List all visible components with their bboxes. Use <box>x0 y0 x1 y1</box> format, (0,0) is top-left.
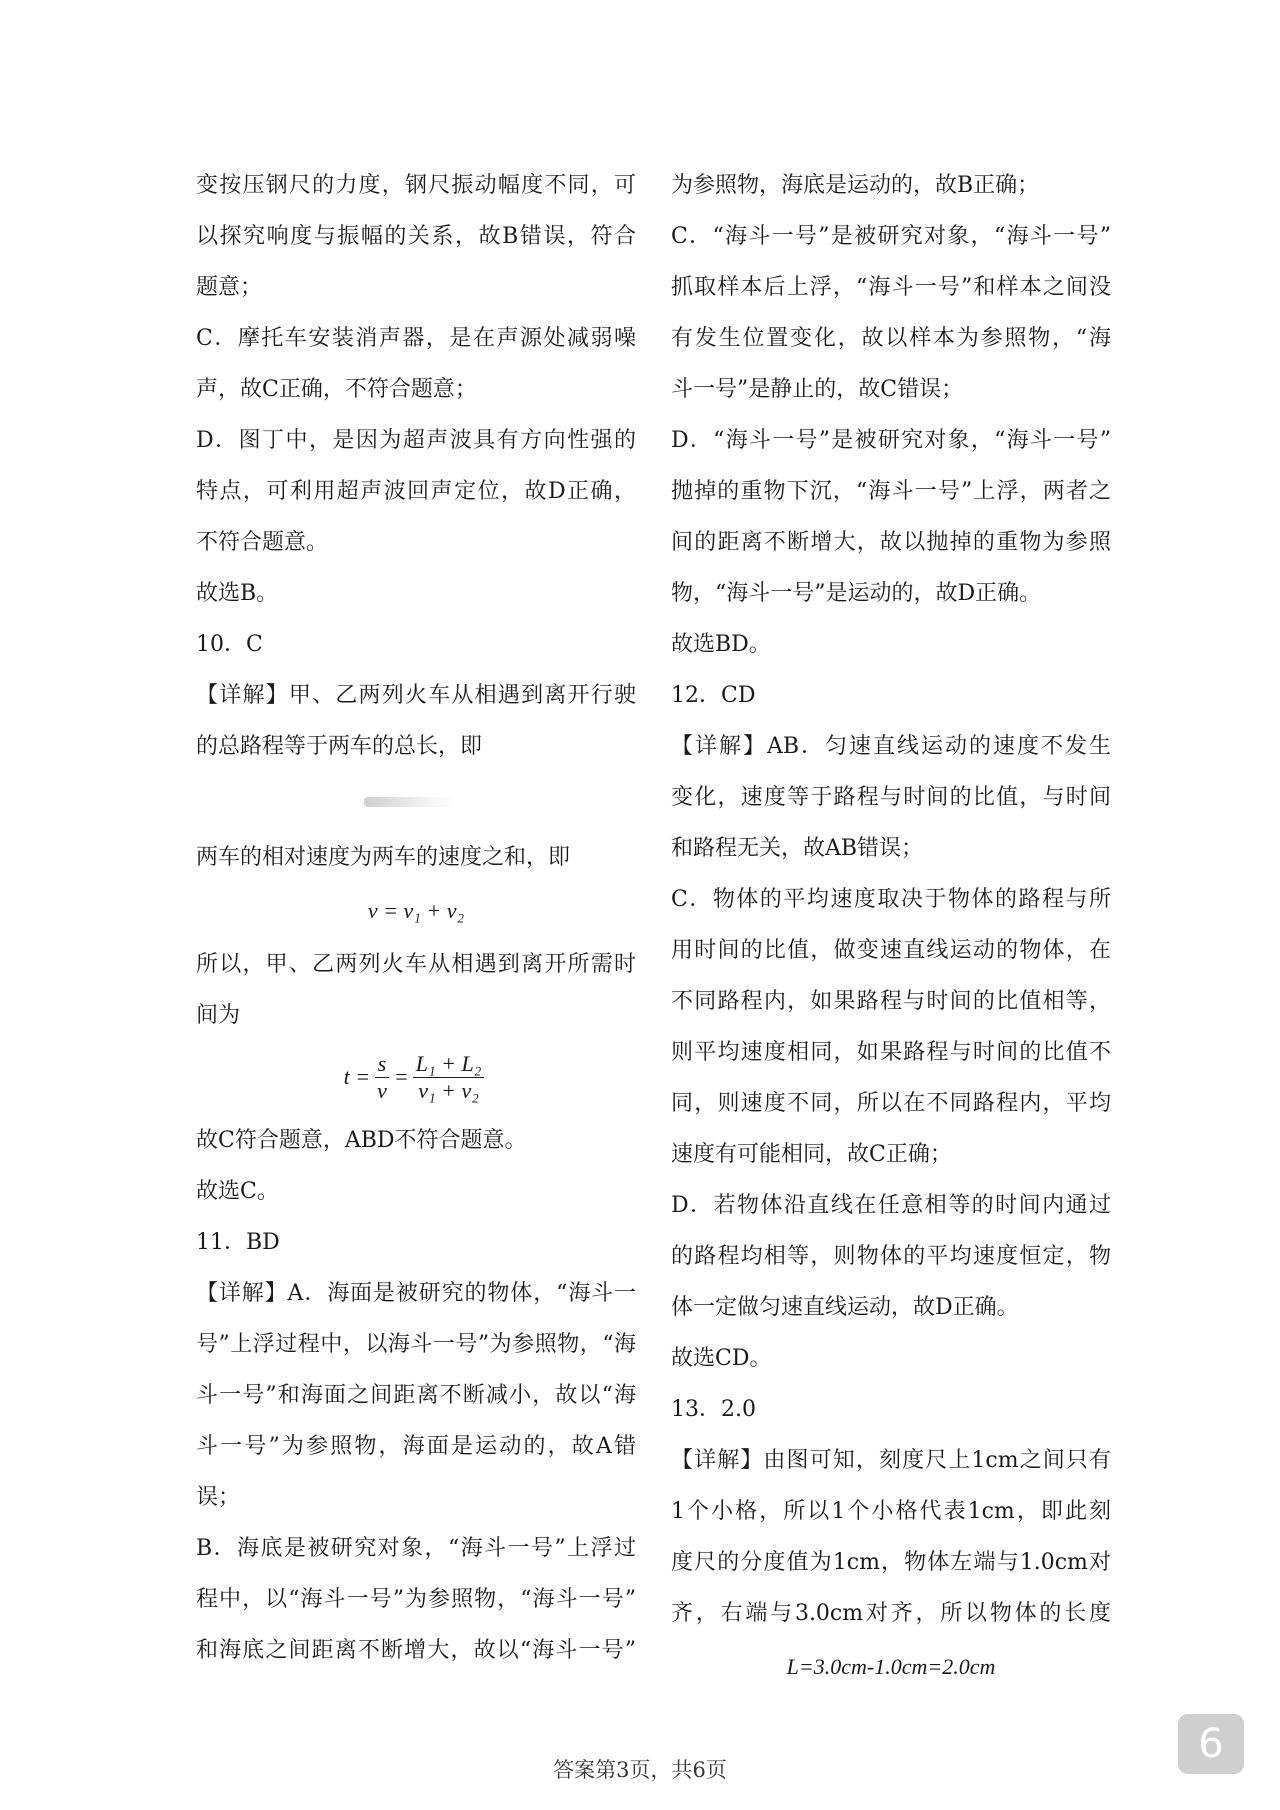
text-line: 抛掉的重物下沉，“海斗一号”上浮，两者之 <box>671 479 1111 504</box>
text-line: 1个小格，所以1个小格代表1cm，即此刻 <box>671 1499 1111 1524</box>
equation-length: L=3.0cm-1.0cm=2.0cm <box>786 1654 996 1679</box>
text-line: 故C符合题意，ABD不符合题意。 <box>196 1128 527 1153</box>
text-line: 有发生位置变化，故以样本为参照物，“海 <box>671 326 1111 351</box>
fraction-numerator: L₁ + L₂ <box>413 1051 485 1078</box>
text-line: 不符合题意。 <box>196 530 329 555</box>
fraction-s-over-v <box>374 1051 390 1104</box>
text-line: 斗一号”为参照物，海面是运动的，故A错 <box>196 1434 636 1459</box>
left-column <box>196 160 636 1676</box>
eq-lhs: t = <box>343 1064 371 1089</box>
fraction-denominator: v <box>377 1077 387 1103</box>
equation-smudge <box>364 797 456 807</box>
fraction-numerator: s <box>375 1051 390 1078</box>
text-line: 变按压钢尺的力度，钢尺振动幅度不同，可 <box>196 173 636 198</box>
text-line: 【详解】由图可知，刻度尺上1cm之间只有 <box>671 1448 1111 1473</box>
text-line: 故选B。 <box>196 581 279 606</box>
text-line: 故选C。 <box>196 1179 279 1204</box>
text-line: 两车的相对速度为两车的速度之和，即 <box>196 845 571 870</box>
text-line: 误； <box>196 1485 241 1510</box>
text-line: D．图丁中，是因为超声波具有方向性强的 <box>196 428 636 453</box>
text-line: 程中，以“海斗一号”为参照物，“海斗一号” <box>196 1587 636 1612</box>
equation-velocity: v = v₁ + v₂ <box>367 898 465 923</box>
text-line: 【详解】甲、乙两列火车从相遇到离开行驶 <box>196 683 636 708</box>
question-number: 12．CD <box>671 683 756 708</box>
text-line: 【详解】AB．匀速直线运动的速度不发生 <box>671 734 1111 759</box>
text-line: 间的距离不断增大，故以抛掉的重物为参照 <box>671 530 1111 555</box>
text-line: 以探究响度与振幅的关系，故B错误，符合 <box>196 224 636 249</box>
text-line: 斗一号”和海面之间距离不断减小，故以“海 <box>196 1383 636 1408</box>
text-line: 号”上浮过程中，以海斗一号”为参照物，“海 <box>196 1332 636 1357</box>
text-line: 速度有可能相同，故C正确； <box>671 1142 952 1167</box>
question-number: 10．C <box>196 632 263 657</box>
question-number: 11．BD <box>196 1230 280 1255</box>
text-line: 变化，速度等于路程与时间的比值，与时间 <box>671 785 1111 810</box>
page-footer: 答案第3页，共6页 <box>553 1758 727 1782</box>
blurred-equation-image <box>196 772 636 832</box>
text-line: 间为 <box>196 1003 241 1028</box>
question-number: 13．2.0 <box>671 1397 756 1422</box>
right-column <box>671 160 1111 1695</box>
text-line: D．“海斗一号”是被研究对象，“海斗一号” <box>671 428 1111 453</box>
text-line: D．若物体沿直线在任意相等的时间内通过 <box>671 1193 1111 1218</box>
text-line: 的总路程等于两车的总长，即 <box>196 734 483 759</box>
text-line: 声，故C正确，不符合题意； <box>196 377 477 402</box>
text-line: 题意； <box>196 275 263 300</box>
text-line: 的路程均相等，则物体的平均速度恒定，物 <box>671 1244 1111 1269</box>
text-line: 故选CD。 <box>671 1346 772 1371</box>
text-line: 物，“海斗一号”是运动的，故D正确。 <box>671 581 1042 606</box>
text-line: 同，则速度不同，所以在不同路程内，平均 <box>671 1091 1111 1116</box>
text-line: 所以，甲、乙两列火车从相遇到离开所需时 <box>196 952 636 977</box>
text-line: 为参照物，海底是运动的，故B正确； <box>671 173 1040 198</box>
fraction-lengths-over-speeds <box>413 1051 485 1104</box>
text-line: 故选BD。 <box>671 632 771 657</box>
text-line: 体一定做匀速直线运动，故D正确。 <box>671 1295 1019 1320</box>
text-line: 和海底之间距离不断增大，故以“海斗一号” <box>196 1638 636 1663</box>
text-line: 斗一号”是静止的，故C错误； <box>671 377 964 402</box>
text-line: 度尺的分度值为1cm，物体左端与1.0cm对 <box>671 1550 1111 1575</box>
fraction-denominator: v₁ + v₂ <box>418 1077 479 1103</box>
text-line: 则平均速度相同，如果路程与时间的比值不 <box>671 1040 1111 1065</box>
text-line: 用时间的比值，做变速直线运动的物体，在 <box>671 938 1111 963</box>
page-badge: 6 <box>1178 1714 1244 1774</box>
text-line: 和路程无关，故AB错误； <box>671 836 924 861</box>
text-line: 不同路程内，如果路程与时间的比值相等， <box>671 989 1111 1014</box>
equation-time <box>196 1039 636 1115</box>
text-line: C．“海斗一号”是被研究对象，“海斗一号” <box>671 224 1111 249</box>
text-line: C．物体的平均速度取决于物体的路程与所 <box>671 887 1111 912</box>
text-line: 【详解】A．海面是被研究的物体，“海斗一 <box>196 1281 636 1306</box>
text-line: 特点，可利用超声波回声定位，故D正确， <box>196 479 636 504</box>
text-line: C．摩托车安装消声器，是在声源处减弱噪 <box>196 326 636 351</box>
eq-equals: = <box>393 1064 409 1089</box>
text-line: 齐，右端与3.0cm对齐，所以物体的长度 <box>671 1601 1111 1626</box>
text-line: B．海底是被研究对象，“海斗一号”上浮过 <box>196 1536 636 1561</box>
text-line: 抓取样本后上浮，“海斗一号”和样本之间没 <box>671 275 1111 300</box>
